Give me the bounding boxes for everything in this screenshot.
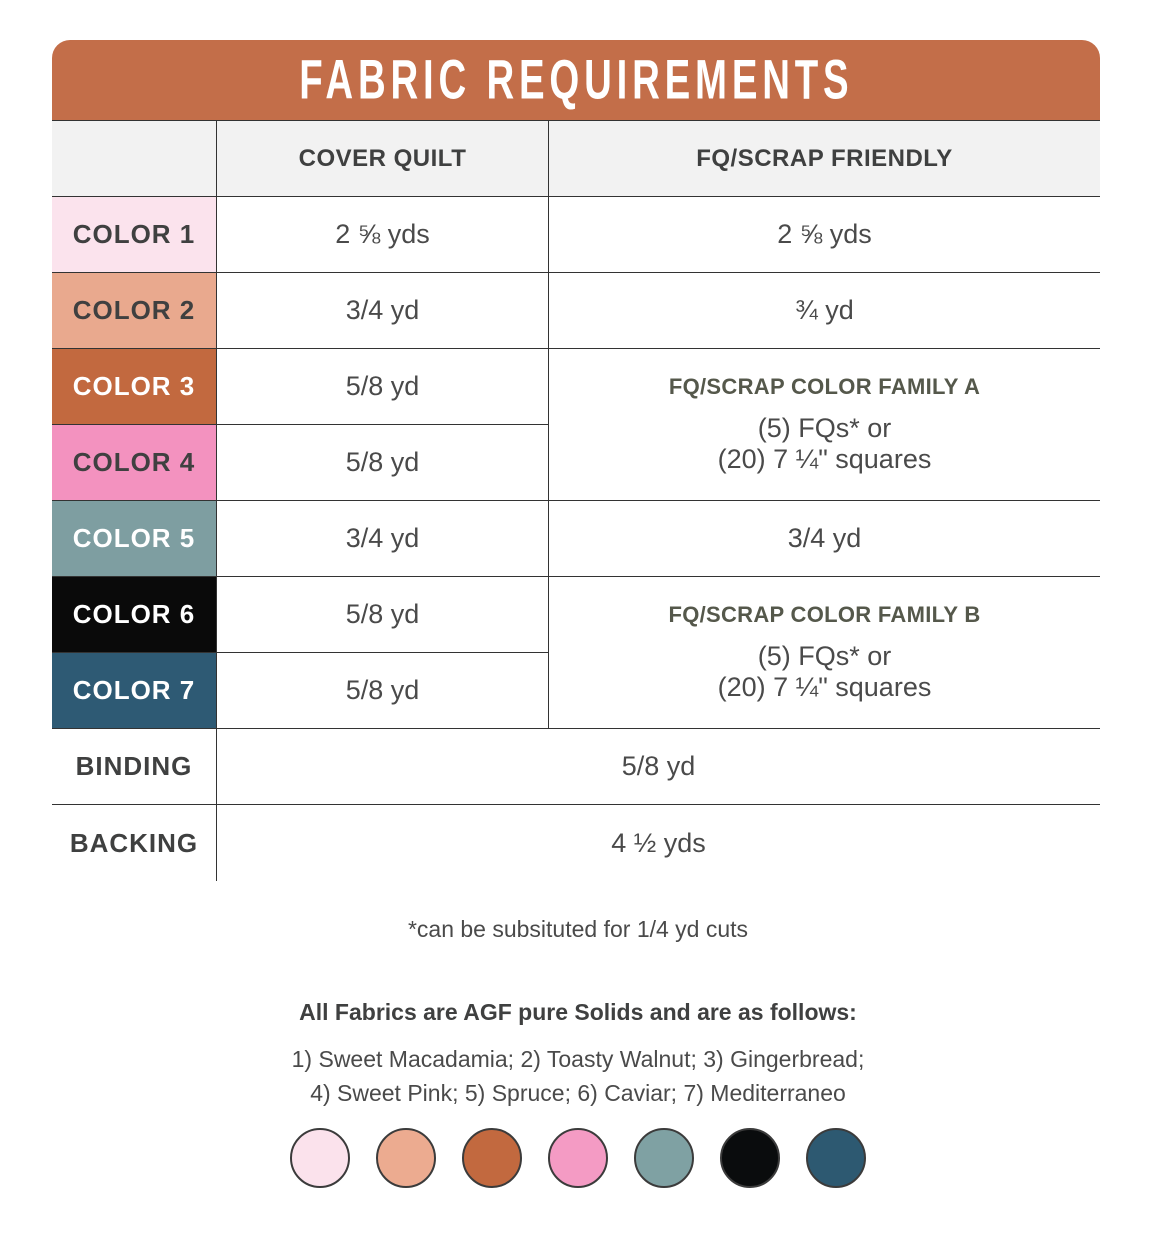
row-label-binding: BINDING <box>52 729 217 805</box>
fq-family-a-details <box>718 413 932 475</box>
swatch-mediterraneo <box>806 1128 866 1188</box>
cover-quilt-value-color-3: 5/8 yd <box>217 349 549 425</box>
fq-family-b-details <box>718 641 932 703</box>
binding-value: 5/8 yd <box>217 729 1100 805</box>
cover-quilt-value-color-7: 5/8 yd <box>217 653 549 729</box>
fabrics-list-line1: 1) Sweet Macadamia; 2) Toasty Walnut; 3) Gingerbread; <box>291 1046 865 1072</box>
fabrics-list-line2: 4) Sweet Pink; 5) Spruce; 6) Caviar; 7) Mediterraneo <box>310 1080 846 1106</box>
fq-scrap-family-b-cell <box>549 577 1100 729</box>
row-label-color-2: COLOR 2 <box>52 273 217 349</box>
fq-scrap-value-color-2: ¾ yd <box>549 273 1100 349</box>
row-label-color-4: COLOR 4 <box>52 425 217 501</box>
fq-family-b-line1: (5) FQs* or <box>757 641 892 671</box>
fq-scrap-family-a-cell <box>549 349 1100 501</box>
swatch-toasty-walnut <box>376 1128 436 1188</box>
row-label-color-5: COLOR 5 <box>52 501 217 577</box>
fabrics-heading: All Fabrics are AGF pure Solids and are as follows: <box>299 999 857 1025</box>
fabrics-list <box>0 1042 1156 1110</box>
corner-header-cell <box>52 121 217 197</box>
swatch-sweet-pink <box>548 1128 608 1188</box>
swatch-gingerbread <box>462 1128 522 1188</box>
fq-family-a-line1: (5) FQs* or <box>757 413 892 443</box>
row-label-color-6: COLOR 6 <box>52 577 217 653</box>
fabric-requirements-table <box>52 121 1100 881</box>
fq-scrap-value-color-1: 2 ⅝ yds <box>549 197 1100 273</box>
substitution-footnote: *can be subsituted for 1/4 yd cuts <box>407 916 749 942</box>
swatch-caviar <box>720 1128 780 1188</box>
cover-quilt-value-color-2: 3/4 yd <box>217 273 549 349</box>
cover-quilt-value-color-6: 5/8 yd <box>217 577 549 653</box>
cover-quilt-value-color-5: 3/4 yd <box>217 501 549 577</box>
row-label-color-3: COLOR 3 <box>52 349 217 425</box>
row-label-color-7: COLOR 7 <box>52 653 217 729</box>
swatch-spruce <box>634 1128 694 1188</box>
fq-family-b-line2: (20) 7 ¼" squares <box>717 672 932 702</box>
fabric-requirements-banner <box>52 40 1100 121</box>
fq-scrap-value-color-5: 3/4 yd <box>549 501 1100 577</box>
cover-quilt-value-color-4: 5/8 yd <box>217 425 549 501</box>
fabric-swatch-row <box>0 1128 1156 1188</box>
backing-value: 4 ½ yds <box>611 827 706 858</box>
page-title: FABRIC REQUIREMENTS <box>298 49 854 111</box>
cover-quilt-value-color-1: 2 ⅝ yds <box>217 197 549 273</box>
fq-family-a-heading: FQ/SCRAP COLOR FAMILY A <box>668 374 981 399</box>
swatch-sweet-macadamia <box>290 1128 350 1188</box>
fq-family-a-line2: (20) 7 ¼" squares <box>717 444 932 474</box>
row-label-color-1: COLOR 1 <box>52 197 217 273</box>
fq-family-b-heading: FQ/SCRAP COLOR FAMILY B <box>668 602 981 627</box>
row-label-backing: BACKING <box>52 805 217 881</box>
column-header-cover-quilt: COVER QUILT <box>217 121 549 197</box>
column-header-fq-scrap: FQ/SCRAP FRIENDLY <box>549 121 1100 197</box>
